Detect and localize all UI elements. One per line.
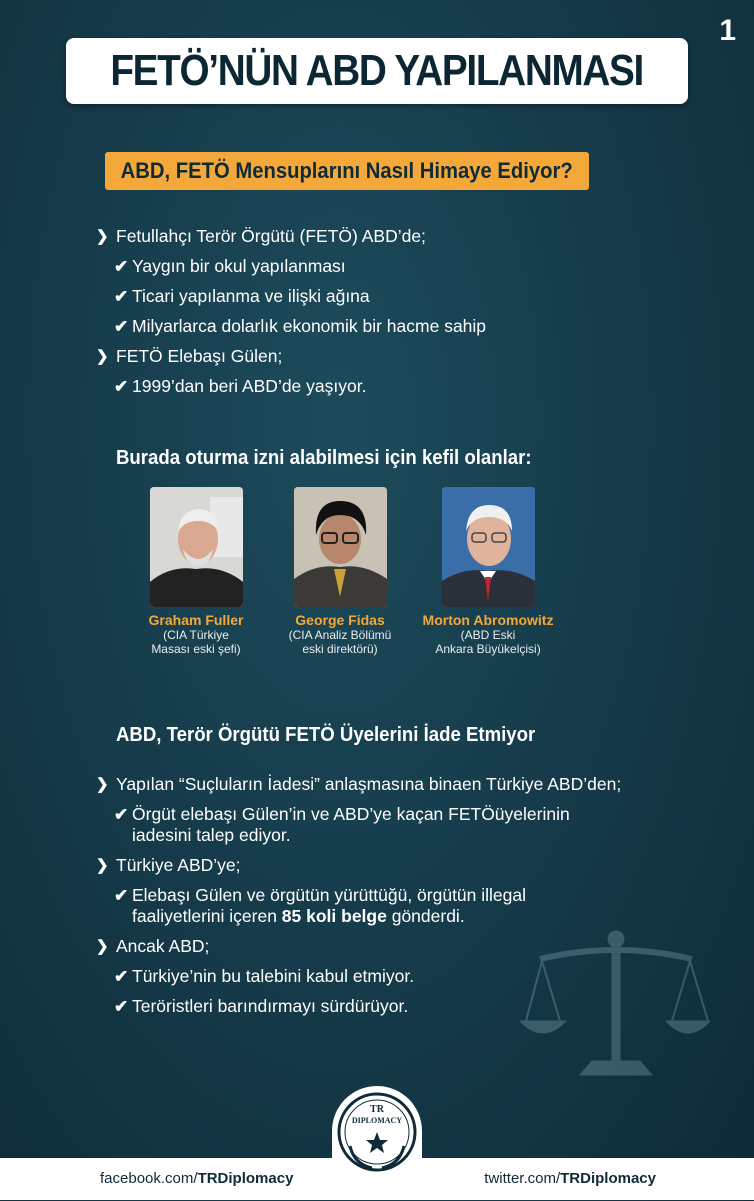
chevron-right-icon: ❯ bbox=[96, 228, 109, 245]
list-item bbox=[114, 316, 486, 337]
person-name: Graham Fuller bbox=[148, 612, 244, 628]
title-banner bbox=[66, 38, 688, 104]
list-item-text: Ticari yapılanma ve ilişki ağına bbox=[132, 286, 370, 306]
person-role: eski direktörü) bbox=[302, 642, 378, 656]
list-item bbox=[114, 376, 486, 397]
link-prefix: twitter.com/ bbox=[484, 1170, 561, 1187]
scales-of-justice-icon bbox=[520, 925, 710, 1085]
person-name: Morton Abromowitz bbox=[422, 612, 554, 628]
check-icon: ✔ bbox=[114, 377, 129, 396]
check-icon: ✔ bbox=[114, 317, 129, 336]
list-item-text bbox=[132, 885, 552, 927]
list-item bbox=[114, 256, 486, 277]
facebook-link[interactable] bbox=[100, 1170, 293, 1187]
person-role: Masası eski şefi) bbox=[151, 642, 241, 656]
link-prefix: facebook.com/ bbox=[100, 1170, 198, 1187]
person-photo bbox=[294, 487, 387, 607]
check-icon: ✔ bbox=[114, 805, 129, 824]
tr-diplomacy-seal-logo bbox=[332, 1086, 422, 1196]
list-item-text: Milyarlarca dolarlık ekonomik bir hacme sahip bbox=[132, 316, 487, 336]
list-item bbox=[96, 346, 486, 367]
chevron-right-icon: ❯ bbox=[96, 348, 109, 365]
person-role: Ankara Büyükelçisi) bbox=[435, 642, 541, 656]
list-item-text: Örgüt elebaşı Gülen’in ve ABD’ye kaçan FETÖüyelerinin iadesini talep ediyor. bbox=[132, 804, 570, 845]
chevron-right-icon: ❯ bbox=[96, 776, 109, 793]
subtitle-badge bbox=[105, 152, 589, 190]
list-item bbox=[114, 286, 486, 307]
list-item bbox=[114, 804, 656, 846]
check-icon: ✔ bbox=[114, 886, 129, 905]
extradition-heading: ABD, Terör Örgütü FETÖ Üyelerini İade Etmiyor bbox=[116, 724, 536, 746]
chevron-right-icon: ❯ bbox=[96, 938, 109, 955]
page-title: FETÖ’NÜN ABD YAPILANMASI bbox=[110, 46, 644, 95]
check-icon: ✔ bbox=[114, 967, 129, 986]
person-role: (CIA Türkiye bbox=[163, 628, 229, 642]
chevron-right-icon: ❯ bbox=[96, 857, 109, 874]
list-item bbox=[96, 226, 486, 247]
section1-list bbox=[96, 226, 486, 406]
person-role: (ABD Eski bbox=[460, 628, 516, 642]
subtitle-text: ABD, FETÖ Mensuplarını Nasıl Himaye Ediyor? bbox=[120, 158, 574, 183]
list-item-text-part: gönderdi. bbox=[386, 906, 465, 926]
person-card bbox=[121, 487, 271, 656]
list-item bbox=[96, 855, 656, 876]
seal-line2: DIPLOMACY bbox=[351, 1116, 403, 1125]
list-item-text: 1999’dan beri ABD’de yaşıyor. bbox=[132, 376, 367, 396]
list-item-text: Türkiye ABD’ye; bbox=[116, 855, 241, 875]
person-card bbox=[413, 487, 563, 656]
link-handle: TRDiplomacy bbox=[197, 1170, 294, 1187]
list-item-text-part: Elebaşı Gülen ve örgütün yürüttüğü, örgütün illegal faaliyetlerini içeren bbox=[132, 885, 527, 926]
list-item-text: Ancak ABD; bbox=[116, 936, 210, 956]
list-item-text: FETÖ Elebaşı Gülen; bbox=[116, 346, 283, 366]
check-icon: ✔ bbox=[114, 287, 129, 306]
seal-line1: TR bbox=[370, 1104, 384, 1115]
list-item-text: Yaygın bir okul yapılanması bbox=[132, 256, 346, 276]
list-item-text: Fetullahçı Terör Örgütü (FETÖ) ABD’de; bbox=[116, 226, 426, 246]
check-icon: ✔ bbox=[114, 997, 129, 1016]
seal-backdrop bbox=[332, 1086, 422, 1196]
highlight-text: 85 koli belge bbox=[281, 906, 387, 926]
page-number: 1 bbox=[719, 14, 736, 47]
list-item-text: Türkiye’nin bu talebini kabul etmiyor. bbox=[132, 966, 415, 986]
link-handle: TRDiplomacy bbox=[560, 1170, 656, 1187]
list-item-text: Teröristleri barındırmayı sürdürüyor. bbox=[132, 996, 409, 1016]
person-role: (CIA Analiz Bölümü bbox=[288, 628, 392, 642]
person-card bbox=[265, 487, 415, 656]
person-photo bbox=[442, 487, 535, 607]
list-item bbox=[114, 885, 656, 927]
list-item bbox=[96, 774, 656, 795]
sponsors-heading: Burada oturma izni alabilmesi için kefil olanlar: bbox=[116, 447, 532, 469]
person-name: George Fidas bbox=[295, 612, 385, 628]
twitter-link[interactable] bbox=[484, 1170, 656, 1187]
list-item-text: Yapılan “Suçluların İadesi” anlaşmasına binaen Türkiye ABD’den; bbox=[116, 774, 622, 794]
check-icon: ✔ bbox=[114, 257, 129, 276]
person-photo bbox=[150, 487, 243, 607]
